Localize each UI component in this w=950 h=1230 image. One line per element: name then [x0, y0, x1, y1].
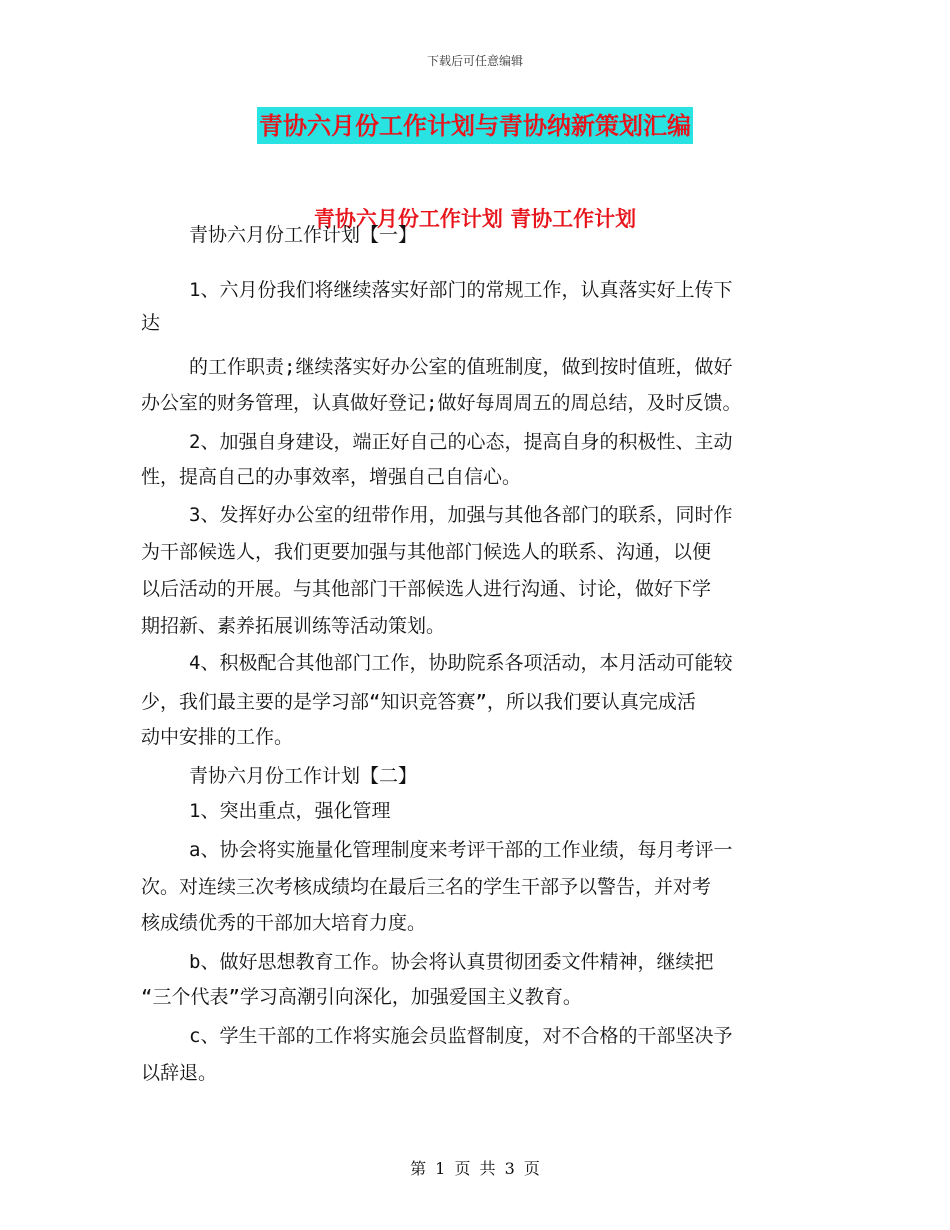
body-line: 期招新、素养拓展训练等活动策划。 [141, 615, 446, 637]
body-line: c、学生干部的工作将实施会员监督制度，对不合格的干部坚决予 [189, 1025, 733, 1047]
body-line: 办公室的财务管理，认真做好登记;做好每周周五的周总结，及时反馈。 [141, 392, 742, 414]
section-title: 青协六月份工作计划 青协工作计划 [313, 206, 637, 231]
body-line: 动中安排的工作。 [141, 726, 294, 748]
body-line: 1、六月份我们将继续落实好部门的常规工作，认真落实好上传下 [189, 279, 733, 301]
body-line: 青协六月份工作计划【一】 [189, 224, 418, 246]
body-line: 达 [141, 312, 161, 334]
body-line: 3、发挥好办公室的纽带作用，加强与其他各部门的联系，同时作 [189, 504, 733, 526]
body-line: 以辞退。 [141, 1062, 218, 1084]
body-line: 以后活动的开展。与其他部门干部候选人进行沟通、讨论，做好下学 [141, 578, 712, 600]
body-line: 为干部候选人，我们更要加强与其他部门候选人的联系、沟通，以便 [141, 541, 712, 563]
body-line: “三个代表”学习高潮引向深化，加强爱国主义教育。 [141, 986, 582, 1008]
body-line: 次。对连续三次考核成绩均在最后三名的学生干部予以警告，并对考 [141, 876, 712, 898]
body-line: 1、突出重点，强化管理 [189, 800, 391, 822]
page-header-note: 下载后可任意编辑 [426, 54, 523, 68]
body-line: b、做好思想教育工作。协会将认真贯彻团委文件精神，继续把 [189, 951, 714, 973]
body-line: 青协六月份工作计划【二】 [189, 765, 418, 787]
body-line: 性，提高自己的办事效率，增强自己自信心。 [141, 466, 522, 488]
body-line: a、协会将实施量化管理制度来考评干部的工作业绩，每月考评一 [189, 839, 733, 861]
main-title [0, 106, 950, 141]
body-line: 核成绩优秀的干部加大培育力度。 [141, 912, 427, 934]
body-line: 2、加强自身建设，端正好自己的心态，提高自身的积极性、主动 [189, 431, 733, 453]
main-title-text: 青协六月份工作计划与青协纳新策划汇编 [257, 107, 693, 144]
body-line: 4、积极配合其他部门工作，协助院系各项活动，本月活动可能较 [189, 652, 733, 674]
page-number: 第 1 页 共 3 页 [410, 1159, 540, 1178]
body-line: 的工作职责;继续落实好办公室的值班制度，做到按时值班，做好 [189, 356, 733, 378]
body-line: 少，我们最主要的是学习部“知识竞答赛”，所以我们要认真完成活 [141, 691, 696, 713]
